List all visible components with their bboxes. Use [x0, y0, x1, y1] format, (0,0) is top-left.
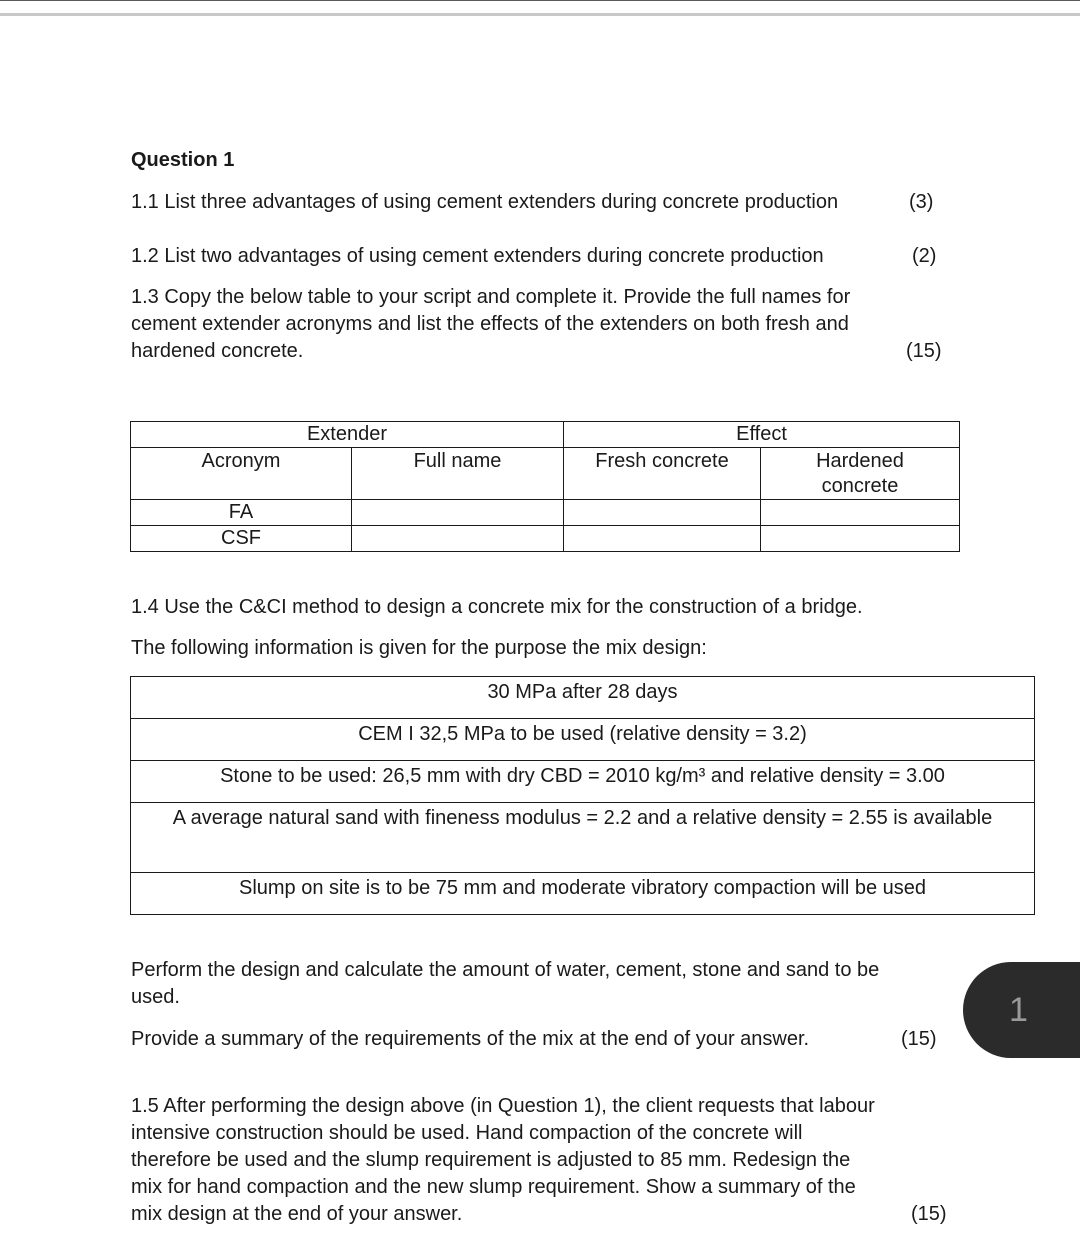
- question-1-3: [131, 284, 850, 365]
- top-border-line: [0, 0, 1080, 1]
- extender-group-header: Extender: [131, 422, 564, 448]
- full-name-cell: [352, 500, 564, 526]
- page-number-badge[interactable]: [963, 962, 1080, 1058]
- question-1-3-line: hardened concrete.: [131, 340, 304, 362]
- hardened-concrete-cell: [761, 526, 960, 552]
- acronym-cell: FA: [131, 500, 352, 526]
- info-cell: 30 MPa after 28 days: [131, 677, 1035, 719]
- extender-table: [130, 421, 960, 552]
- info-cell: Stone to be used: 26,5 mm with dry CBD = 2010 kg/m³ and relative density = 3.00: [131, 761, 1035, 803]
- table-row: [131, 761, 1035, 803]
- info-cell: Slump on site is to be 75 mm and moderate vibratory compaction will be used: [131, 873, 1035, 915]
- question-1-5: [131, 1093, 875, 1228]
- fresh-concrete-header: Fresh concrete: [564, 448, 761, 500]
- question-1-5-line: 1.5 After performing the design above (in Question 1), the client requests that labour: [131, 1095, 875, 1117]
- question-1-3-line: 1.3 Copy the below table to your script and complete it. Provide the full names for: [131, 286, 851, 308]
- question-title: Question 1: [131, 149, 235, 171]
- top-separator: [0, 13, 1080, 16]
- question-1-5-line: mix design at the end of your answer.: [131, 1203, 463, 1225]
- fresh-concrete-cell: [564, 500, 761, 526]
- perform-instructions: [131, 957, 879, 1011]
- table-row: [131, 677, 1035, 719]
- table-header-row: [131, 448, 960, 500]
- question-1-5-line: mix for hand compaction and the new slump requirement. Show a summary of the: [131, 1176, 856, 1198]
- perform-line: Perform the design and calculate the amount of water, cement, stone and sand to be: [131, 959, 880, 981]
- table-group-header-row: [131, 422, 960, 448]
- question-1-5-marks: (15): [911, 1203, 947, 1225]
- acronym-cell: CSF: [131, 526, 352, 552]
- acronym-header: Acronym: [131, 448, 352, 500]
- page-number: 1: [1009, 991, 1028, 1029]
- hardened-concrete-cell: [761, 500, 960, 526]
- full-name-cell: [352, 526, 564, 552]
- full-name-header: Full name: [352, 448, 564, 500]
- question-1-5-line: intensive construction should be used. Hand compaction of the concrete will: [131, 1122, 803, 1144]
- question-1-4-marks: (15): [901, 1028, 937, 1050]
- question-1-2: 1.2 List two advantages of using cement extenders during concrete production: [131, 245, 824, 267]
- question-1-5-line: therefore be used and the slump requirement is adjusted to 85 mm. Redesign the: [131, 1149, 851, 1171]
- info-cell: CEM I 32,5 MPa to be used (relative density = 3.2): [131, 719, 1035, 761]
- table-row: [131, 500, 960, 526]
- hardened-concrete-header: Hardened concrete: [761, 448, 960, 500]
- question-1-1-marks: (3): [909, 191, 934, 213]
- question-1-1: 1.1 List three advantages of using cement extenders during concrete production: [131, 191, 839, 213]
- table-row: [131, 526, 960, 552]
- mix-info-table: [130, 676, 1035, 915]
- question-1-4: 1.4 Use the C&CI method to design a concrete mix for the construction of a bridge.: [131, 596, 863, 618]
- fresh-concrete-cell: [564, 526, 761, 552]
- summary-instruction: Provide a summary of the requirements of the mix at the end of your answer.: [131, 1028, 810, 1050]
- perform-line: used.: [131, 986, 180, 1008]
- question-1-4-intro: The following information is given for the purpose the mix design:: [131, 637, 707, 659]
- info-cell: A average natural sand with fineness modulus = 2.2 and a relative density = 2.55 is available: [131, 803, 1035, 873]
- table-row: [131, 719, 1035, 761]
- question-1-3-line: cement extender acronyms and list the effects of the extenders on both fresh and: [131, 313, 849, 335]
- effect-group-header: Effect: [564, 422, 960, 448]
- table-row: [131, 873, 1035, 915]
- table-row: [131, 803, 1035, 873]
- question-1-2-marks: (2): [912, 245, 937, 267]
- question-1-3-marks: (15): [906, 340, 942, 362]
